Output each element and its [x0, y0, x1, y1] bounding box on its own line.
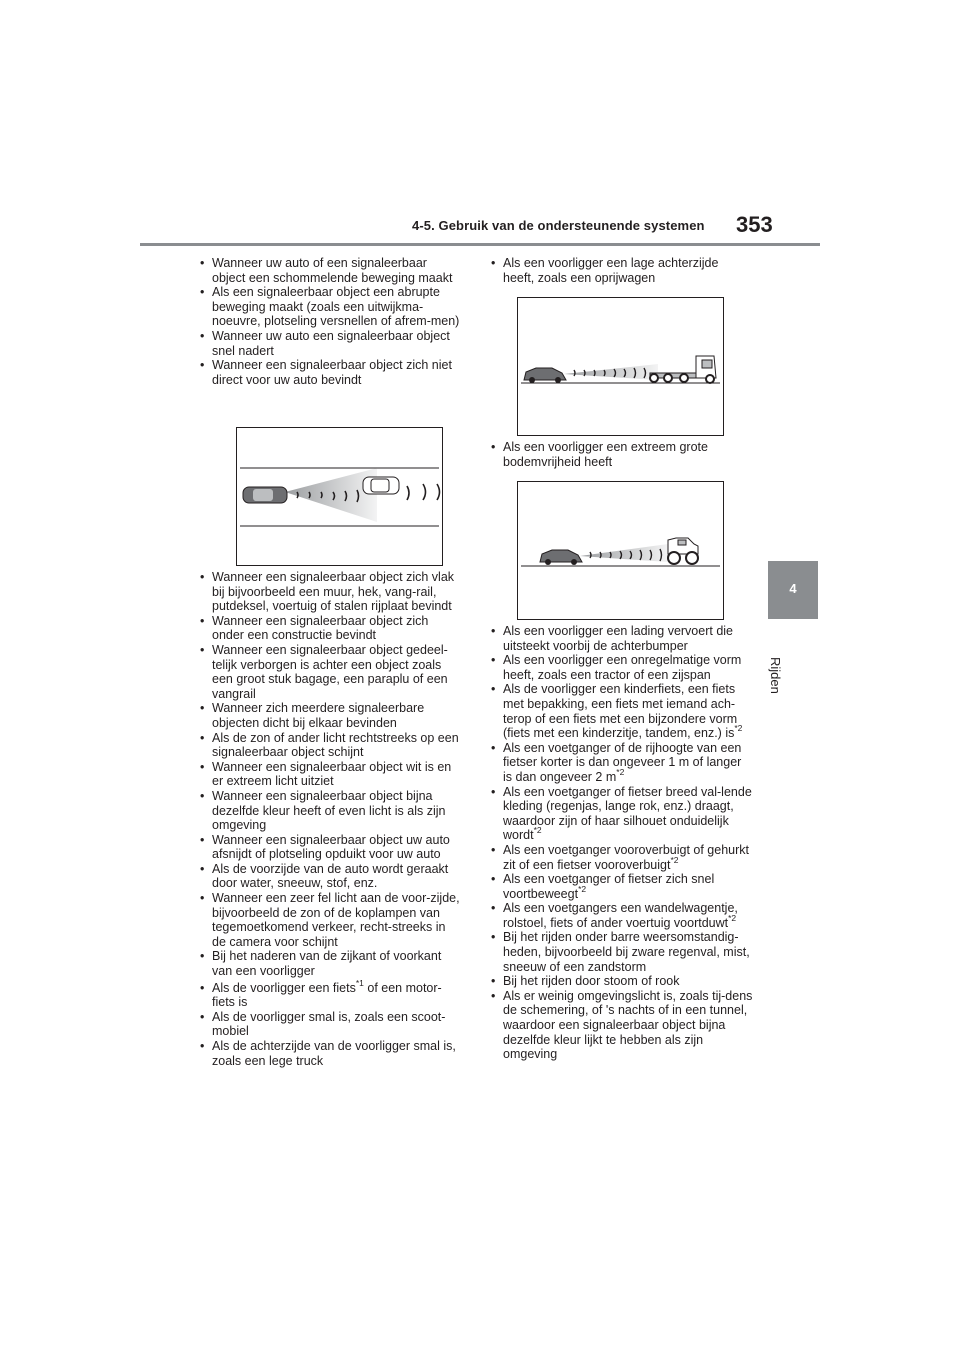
illustration-car-trailer	[518, 298, 723, 435]
left-column-bottom	[200, 570, 462, 1068]
left-column-top	[200, 256, 462, 387]
item-text: of een motor-fiets is	[212, 980, 442, 1010]
item-text: Als een voetganger of fietser breed val-lende kleding (regenjas, lange rok, enz.) draagt, waardoor zijn of haar silhouet onduidelijk wordt	[503, 784, 752, 843]
chapter-number: 4	[789, 581, 797, 596]
list-item: • Als de zon of ander licht rechtstreeks op een signaleerbaar object schijnt	[200, 731, 462, 760]
list-item	[491, 785, 753, 843]
list-item: • Wanneer een signaleerbaar object zich onder een constructie bevindt	[200, 614, 462, 643]
list-item	[491, 682, 753, 740]
list-item: • Als een voorligger een extreem grote bodemvrijheid heeft	[491, 440, 753, 469]
list-item	[491, 843, 753, 872]
item-text: Als een voetganger vooroverbuigt of gehurkt zit of een fietser vooroverbuigt	[503, 842, 749, 872]
list-item	[491, 624, 753, 653]
list-item: • Wanneer uw auto of een signaleerbaar object een schommelende beweging maakt	[200, 256, 462, 285]
list-item: • Wanneer een signaleerbaar object uw auto afsnijdt of plotseling opduikt voor uw auto	[200, 833, 462, 862]
item-text: Als een voorligger een lading vervoert die uitsteekt voorbij de achterbumper	[503, 624, 733, 653]
list-item: • Wanneer een signaleerbaar object gedeel-telijk verborgen is achter een object zoals een groot stuk bagage, een paraplu of een vangrail	[200, 643, 462, 701]
list-item	[491, 989, 753, 1062]
footnote-ref: *2	[578, 883, 587, 894]
list-item: • Als de voorzijde van de auto wordt geraakt door water, sneeuw, stof, enz.	[200, 862, 462, 891]
item-text: Als de voorligger een kinderfiets, een fiets met bepakking, een fiets met iemand ach-terop of een fiets met een bijzondere vorm (fiets met een kinderzitje, tandem, enz.) is	[503, 682, 738, 741]
page-number: 353	[736, 212, 773, 237]
list-item	[491, 974, 753, 989]
list-item	[491, 653, 753, 682]
list-item: • Wanneer een signaleerbaar object zich vlak bij bijvoorbeeld een muur, hek, vang-rail, putdeksel, voertuig of stalen rijplaat bevindt	[200, 570, 462, 614]
list-item: • Als de voorligger smal is, zoals een scoot-mobiel	[200, 1010, 462, 1039]
bullet-list-3	[491, 256, 753, 285]
list-item: • Wanneer een signaleerbaar object zich niet direct voor uw auto bevindt	[200, 358, 462, 387]
footnote-ref: *2	[616, 766, 625, 777]
list-item	[200, 977, 462, 1010]
header-rule	[140, 243, 820, 246]
footnote-ref: *2	[734, 723, 743, 734]
bullet-list-5	[491, 624, 753, 1062]
item-text: Als de voorligger een fiets	[212, 980, 356, 995]
figure-offset-object	[236, 427, 443, 566]
footnote-ref: *2	[533, 825, 542, 836]
footnote-ref: *2	[670, 854, 679, 865]
bullet-list-1	[200, 256, 462, 387]
figure-high-clearance	[517, 481, 724, 620]
bullet-list-4	[491, 440, 753, 469]
item-text: Als er weinig omgevingslicht is, zoals tij-dens de schemering, of 's nachts of in een tunnel, waardoor een signaleerbaar object bijna dezelfde kleur lijkt te hebben als zijn omgeving	[503, 988, 753, 1062]
right-column-top	[491, 256, 753, 285]
footnote-ref: *2	[728, 912, 737, 923]
right-column-bottom	[491, 624, 753, 1062]
list-item	[491, 901, 753, 930]
list-item	[491, 741, 753, 785]
list-item: • Wanneer een signaleerbaar object bijna dezelfde kleur heeft of even licht is als zijn omgeving	[200, 789, 462, 833]
list-item: • Bij het naderen van de zijkant of voorkant van een voorligger	[200, 949, 462, 978]
figure-low-rear	[517, 297, 724, 436]
list-item: • Als een voorligger een lage achterzijde heeft, zoals een oprijwagen	[491, 256, 753, 285]
list-item: • Als een signaleerbaar object een abrupte beweging maakt (zoals een uitwijkma-noeuvre, plotseling versnellen of afrem-men)	[200, 285, 462, 329]
item-text: Als een voorligger een onregelmatige vorm heeft, zoals een tractor of een zijspan	[503, 653, 742, 682]
list-item: • Wanneer een signaleerbaar object wit is en er extreem licht uitziet	[200, 760, 462, 789]
chapter-title: Rijden	[768, 657, 783, 694]
section-title: 4-5. Gebruik van de ondersteunende systemen	[412, 218, 705, 233]
list-item: • Wanneer een zeer fel licht aan de voor-zijde, bijvoorbeeld de zon of de koplampen van tegemoetkomend verkeer, recht-streeks in de camera voor schijnt	[200, 891, 462, 949]
list-item: • Wanneer zich meerdere signaleerbare objecten dicht bij elkaar bevinden	[200, 701, 462, 730]
item-text: Als een voetganger of de rijhoogte van een fietser korter is dan ongeveer 1 m of langer is dan ongeveer 2 m	[503, 740, 742, 784]
list-item	[491, 872, 753, 901]
item-text: Als een voetgangers een wandelwagentje, rolstoel, fiets of ander voertuig voortduwt	[503, 901, 738, 930]
right-column-middle	[491, 440, 753, 469]
illustration-car-suv	[518, 482, 723, 619]
item-text: Als een voetganger of fietser zich snel voortbeweegt	[503, 872, 715, 901]
illustration-offset-vehicle	[237, 428, 442, 565]
bullet-list-2	[200, 570, 462, 1068]
item-text: Bij het rijden onder barre weersomstandig-heden, bijvoorbeeld bij zware regenval, mist, sneeuw of een zandstorm	[503, 930, 750, 974]
list-item: • Als de achterzijde van de voorligger smal is, zoals een lege truck	[200, 1039, 462, 1068]
item-text: Bij het rijden door stoom of rook	[503, 974, 680, 989]
list-item: • Wanneer uw auto een signaleerbaar object snel nadert	[200, 329, 462, 358]
list-item	[491, 930, 753, 974]
chapter-tab	[768, 561, 818, 619]
footnote-ref: *1	[355, 977, 364, 988]
